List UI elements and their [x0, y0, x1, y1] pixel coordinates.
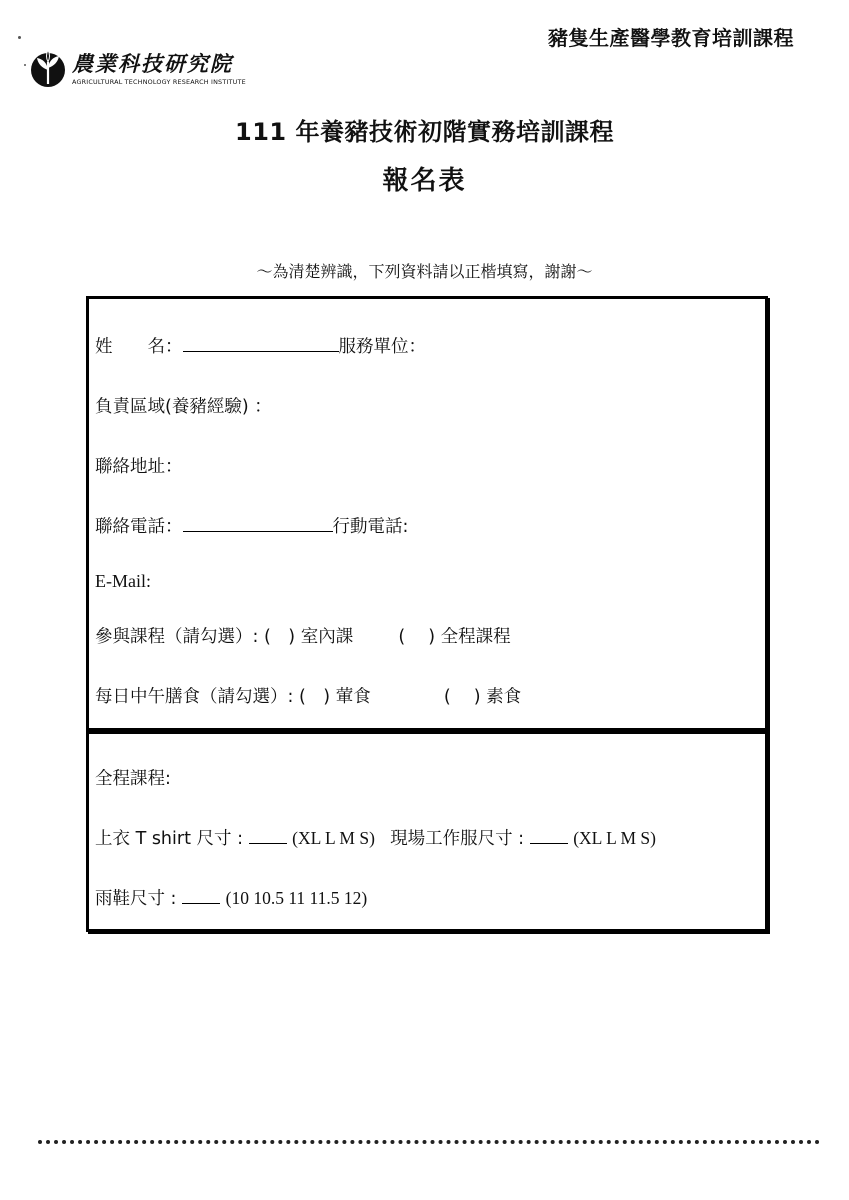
course-full-checkbox[interactable]: ( ) [398, 627, 436, 647]
full-course-heading: 全程課程: [95, 769, 171, 789]
size-row [95, 825, 656, 850]
institute-logo [28, 46, 288, 92]
page-title: 111 年養豬技術初階實務培訓課程 [235, 118, 614, 146]
boots-label: 雨鞋尺寸 : [95, 889, 177, 909]
meal-vegetarian-label: 素食 [486, 687, 522, 707]
course-indoor-checkbox[interactable]: ( ) [263, 627, 296, 647]
address-row [95, 453, 183, 478]
form-title: 報名表 [382, 166, 467, 196]
name-blank[interactable] [183, 335, 339, 352]
phone-blank[interactable] [183, 515, 333, 532]
mobile-label: 行動電話: [332, 517, 409, 537]
name-label: 姓 名： [95, 337, 183, 357]
workwear-blank[interactable] [530, 827, 568, 844]
scan-speck [18, 36, 21, 39]
meal-vegetarian-checkbox[interactable]: ( ) [443, 687, 481, 707]
course-label: 參與課程（請勾選）: [95, 627, 259, 647]
registration-box [86, 296, 768, 732]
meal-label: 每日中午膳食（請勾選）: [95, 687, 294, 707]
email-row [95, 571, 151, 592]
phone-label: 聯絡電話： [95, 517, 183, 537]
phone-row [95, 513, 408, 538]
address-label: 聯絡地址： [95, 457, 183, 477]
boots-sizes: (10 10.5 11 11.5 12) [225, 888, 368, 908]
full-course-box [86, 728, 768, 932]
boots-row [95, 885, 367, 910]
tshirt-blank[interactable] [249, 827, 287, 844]
logo-english-name: AGRICULTURAL TECHNOLOGY RESEARCH INSTITUTE [72, 78, 246, 86]
workwear-sizes: (XL L M S) [573, 828, 656, 848]
boots-blank[interactable] [182, 887, 220, 904]
course-full-label: 全程課程 [440, 627, 511, 647]
tshirt-label: 上衣 T shirt 尺寸 : [95, 829, 243, 849]
scan-speck [24, 64, 26, 66]
course-row [95, 623, 511, 648]
instruction-note: ～為清楚辨識，下列資料請以正楷填寫，謝謝～ [256, 262, 593, 281]
region-row [95, 393, 272, 418]
full-course-heading-row [95, 765, 171, 790]
cut-line-divider [38, 1140, 820, 1144]
email-label: E-Mail: [95, 571, 151, 591]
meal-row [95, 683, 521, 708]
course-indoor-label: 室內課 [300, 627, 354, 647]
meal-meat-checkbox[interactable]: ( ) [298, 687, 331, 707]
course-series-header: 豬隻生產醫學教育培訓課程 [548, 26, 794, 50]
workwear-label: 現場工作服尺寸 : [390, 829, 525, 849]
unit-label: 服務單位： [338, 337, 426, 357]
region-label: 負責區域(養豬經驗) ： [95, 397, 272, 417]
name-row [95, 333, 426, 358]
logo-chinese-name: 農業科技研究院 [72, 51, 233, 76]
meal-meat-label: 葷食 [335, 687, 371, 707]
sprout-logo-icon [28, 46, 68, 90]
tshirt-sizes: (XL L M S) [292, 828, 375, 848]
